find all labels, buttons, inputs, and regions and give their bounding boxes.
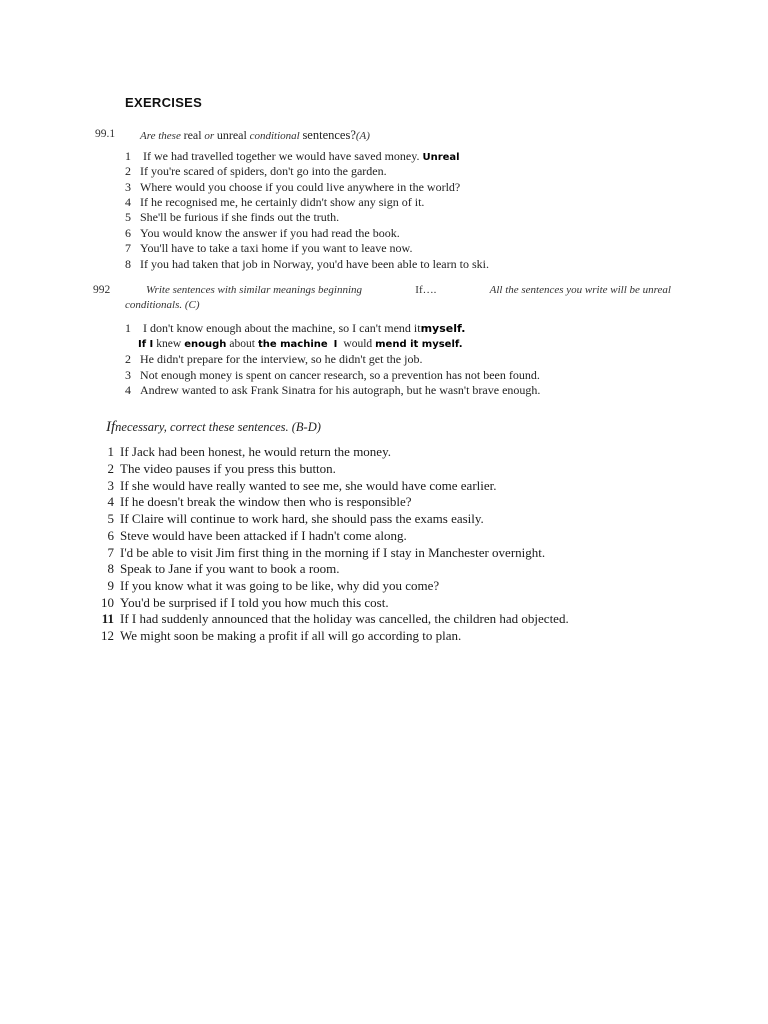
- exercise-3-item: 4 If he doesn't break the window then who is responsible?: [107, 494, 412, 509]
- exercise-3-item: 3 If she would have really wanted to see me, she would have come earlier.: [107, 478, 497, 493]
- exercise-1-item: 4 If he recognised me, he certainly didn't show any sign of it.: [125, 195, 425, 209]
- exercise-2-instruction-line-1: Write sentences with similar meanings beginning If…. All the sentences you write will be unreal: [146, 284, 671, 296]
- exercise-3-item: 10 You'd be surprised if I told you how much this cost.: [101, 595, 389, 610]
- exercise-3-item: 9 If you know what it was going to be like, why did you come?: [107, 578, 440, 593]
- exercise-1-instruction: Are these real or unreal conditional sentences?(A): [140, 128, 370, 142]
- exercise-1-item: 5 She'll be furious if she finds out the truth.: [125, 210, 340, 224]
- page-heading: EXERCISES: [125, 95, 203, 110]
- exercise-2-instruction-line-2: conditionals. (C): [125, 299, 200, 311]
- exercise-1-item: 6 You would know the answer if you had read the book.: [125, 226, 400, 240]
- exercise-number-2: 992: [93, 284, 111, 296]
- exercise-2-item: 1 I don't know enough about the machine, so I can't mend itmyself.: [125, 321, 466, 335]
- exercise-3-item: 11 If I had suddenly announced that the holiday was cancelled, the children had objected.: [101, 611, 569, 626]
- exercise-2-item: 4 Andrew wanted to ask Frank Sinatra for his autograph, but he wasn't brave enough.: [125, 383, 541, 397]
- exercise-3-item: 1 If Jack had been honest, he would return the money.: [107, 444, 391, 459]
- exercise-3-item: 2 The video pauses if you press this button.: [107, 461, 336, 476]
- exercise-3-item: 8 Speak to Jane if you want to book a room.: [107, 561, 340, 576]
- exercise-3-instruction: Ifnecessary, correct these sentences. (B-D): [106, 419, 321, 435]
- handwritten-answer: Unreal: [422, 152, 460, 163]
- exercise-1-item: 2 If you're scared of spiders, don't go into the garden.: [125, 164, 387, 178]
- exercise-3-item: 6 Steve would have been attacked if I hadn't come along.: [107, 528, 407, 543]
- exercise-1-item: 7 You'll have to take a taxi home if you want to leave now.: [125, 241, 413, 255]
- exercise-3-item: 5 If Claire will continue to work hard, she should pass the exams easily.: [107, 511, 484, 526]
- exercise-3-item: 12 We might soon be making a profit if all will go according to plan.: [101, 628, 462, 643]
- handwritten-answer-line: If I knew enough about the machine I would mend it myself.: [138, 338, 463, 350]
- exercise-2-item: 2 He didn't prepare for the interview, so he didn't get the job.: [125, 352, 423, 366]
- handwritten-text: myself.: [420, 322, 466, 335]
- exercise-1-item: 3 Where would you choose if you could live anywhere in the world?: [125, 180, 461, 194]
- exercise-1-item: 1 If we had travelled together we would have saved money. Unreal: [125, 149, 460, 163]
- exercise-2-item: 3 Not enough money is spent on cancer research, so a prevention has not been found.: [125, 368, 540, 382]
- exercise-3-item: 7 I'd be able to visit Jim first thing in the morning if I stay in Manchester overnight.: [107, 545, 546, 560]
- exercise-1-item: 8 If you had taken that job in Norway, you'd have been able to learn to ski.: [125, 257, 489, 271]
- exercise-number-1: 99.1: [95, 128, 116, 140]
